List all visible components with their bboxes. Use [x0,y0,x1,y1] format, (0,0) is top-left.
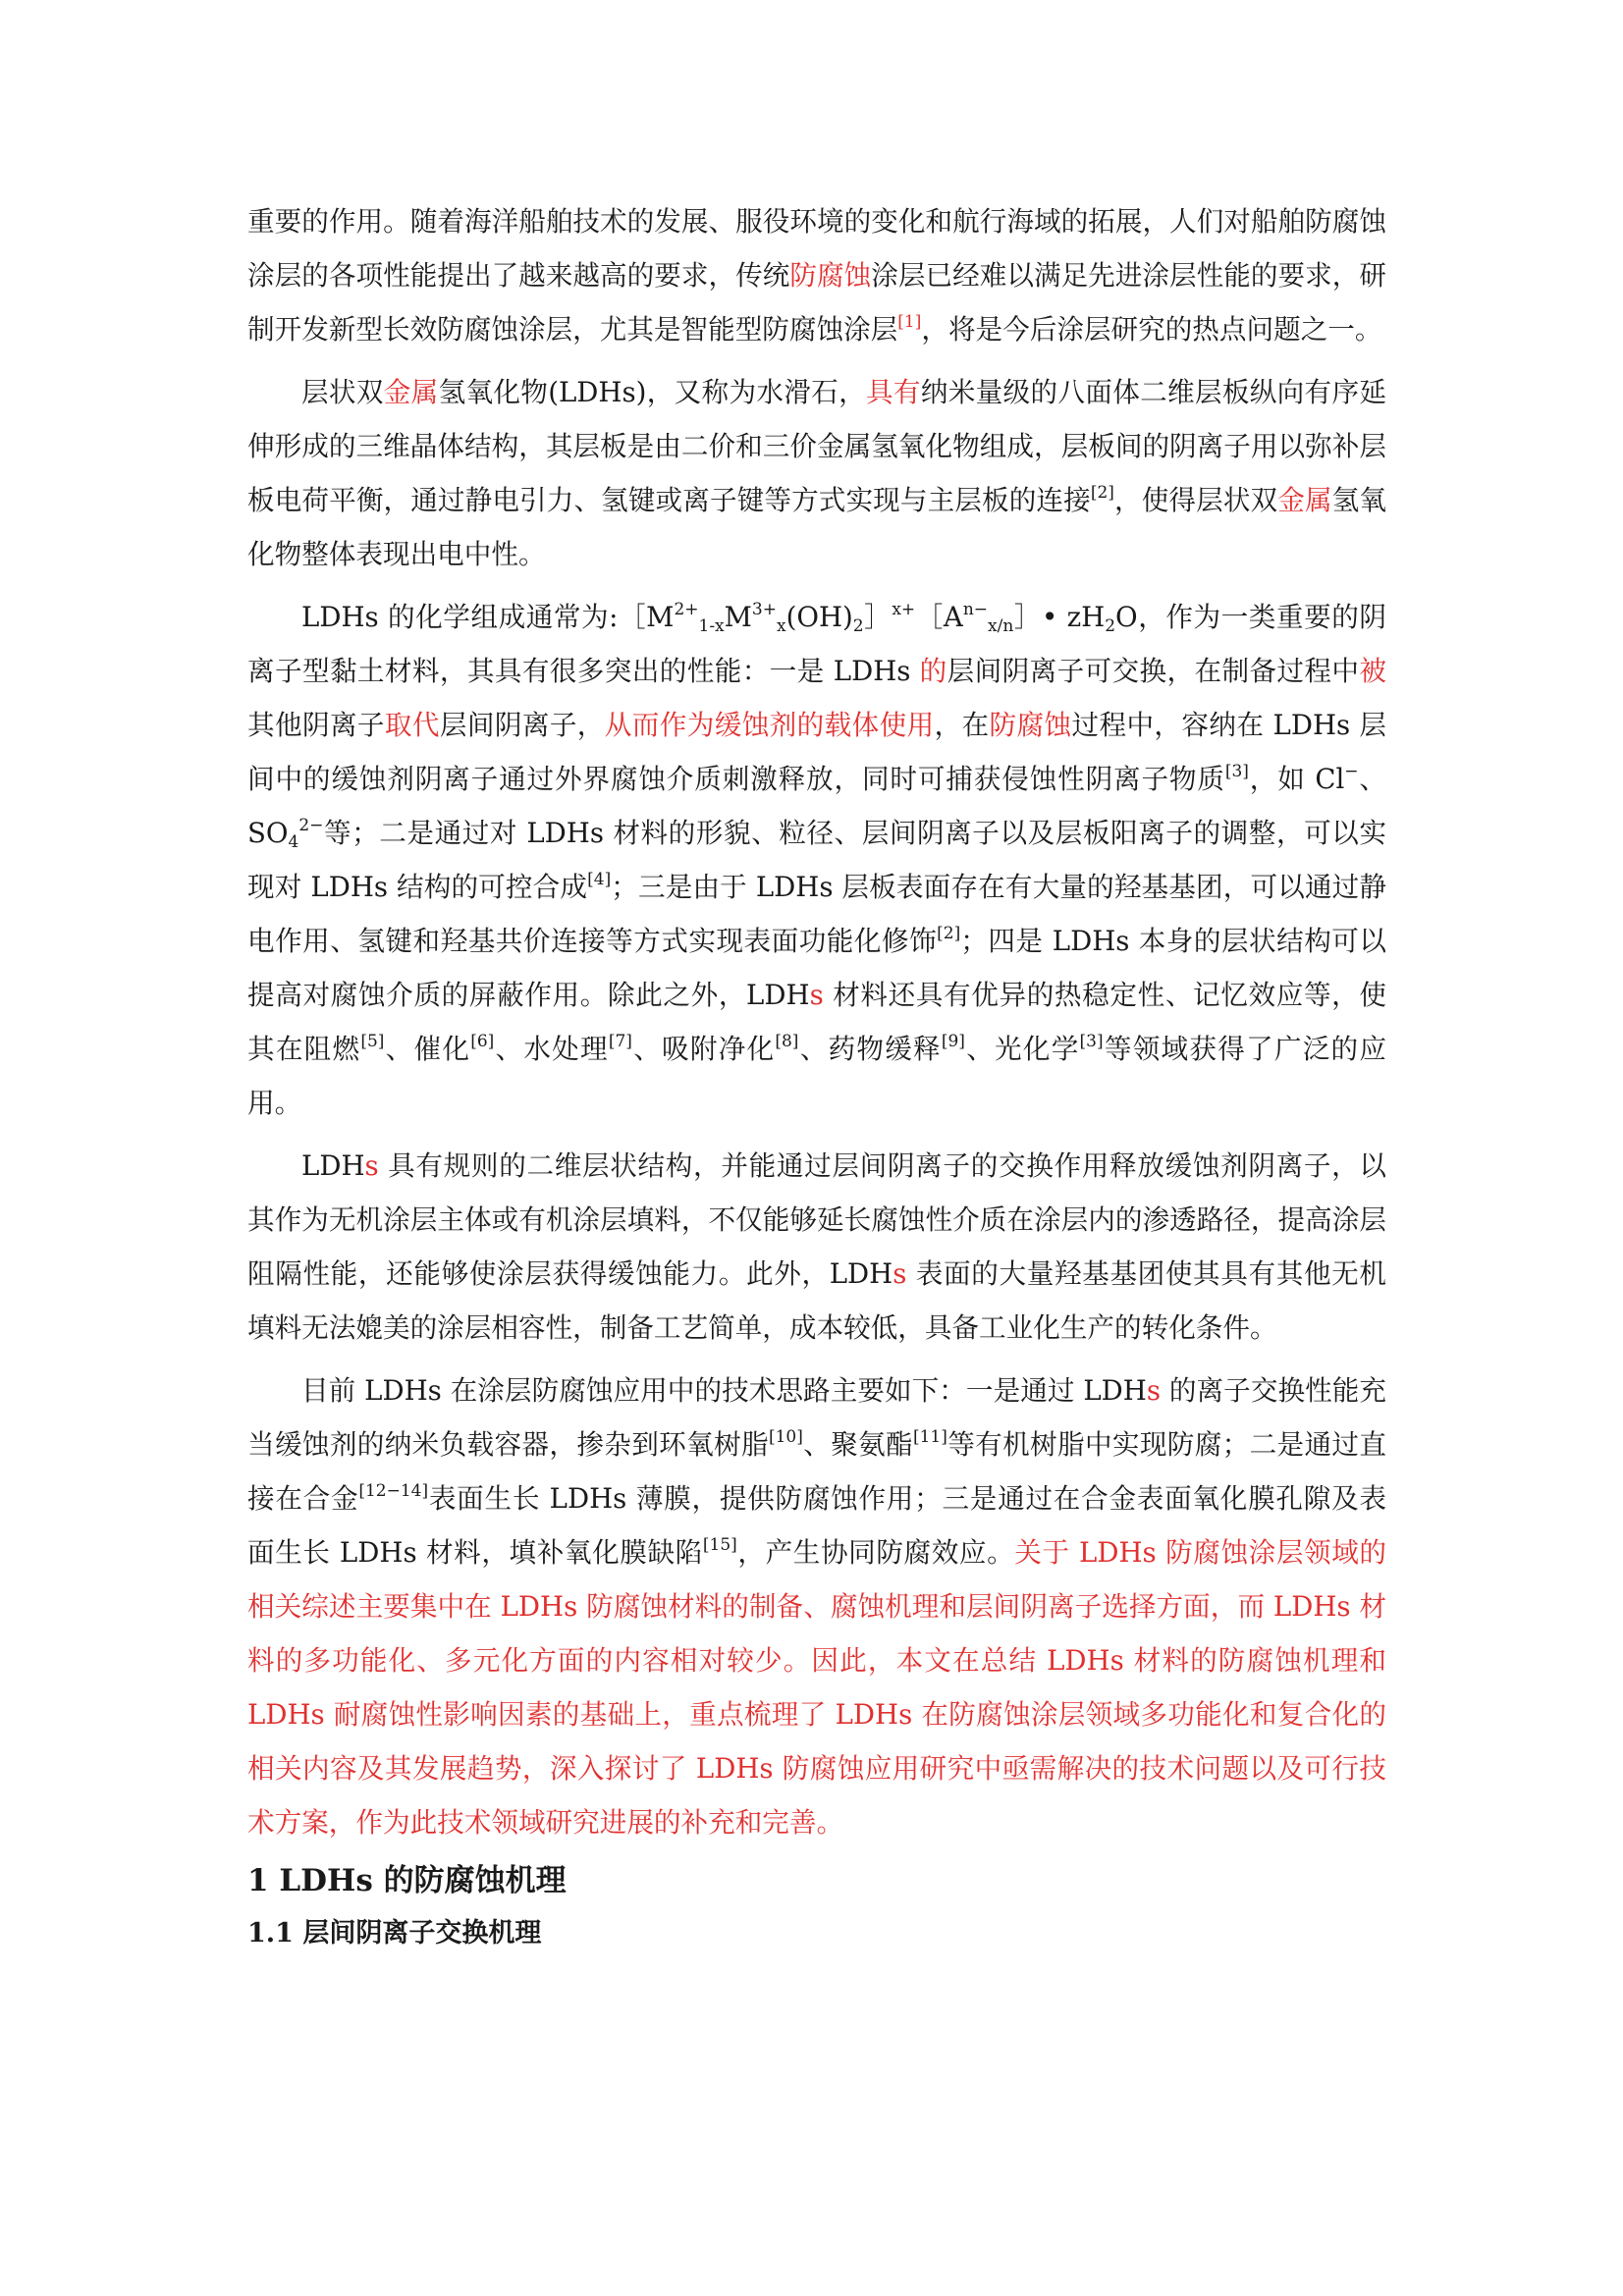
paragraph-ldh-applications: 目前 LDHs 在涂层防腐蚀应用中的技术思路主要如下：一是通过 LDHs 的离子交换性能充当缓蚀剂的纳米负载容器，掺杂到环氧树脂[10]、聚氨酯[11]等有机树脂中实现防腐；二是通过直接在合金[12−14]表面生长 LDHs 薄膜，提供防腐蚀作用；三是通过在合金表面氧化膜孔隙及表面生长 LDHs 材料，填补氧化膜缺陷[15]，产生协同防腐效应。关于 LDHs 防腐蚀涂层领域的相关综述主要集中在 LDHs 防腐蚀材料的制备、腐蚀机理和层间阴离子选择方面，而 LDHs 材料的多功能化、多元化方面的内容相对较少。因此，本文在总结 LDHs 材料的防腐蚀机理和 LDHs 耐腐蚀性影响因素的基础上，重点梳理了 LDHs 在防腐蚀涂层领域多功能化和复合化的相关内容及其发展趋势，深入探讨了 LDHs 防腐蚀应用研究中亟需解决的技术问题以及可行技术方案，作为此技术领域研究进展的补充和完善。 [247,1374,1387,1839]
chemical-formula: LDHs 的化学组成通常为$:[M^{2+}_{1-x}M^{3+}_x(OH)_2]^{x+}[A^{n-}_{x/n}]•$ $zH_2$ [301,600,1116,636]
highlight-text: 具有 [866,376,921,408]
highlight-text: 金属 [1277,484,1332,516]
paragraph-ldh-structure: LDHs 具有规则的二维层状结构，并能通过层间阴离子的交换作用释放缓蚀剂阴离子，以其作为无机涂层主体或有机涂层填料，不仅能够延长腐蚀性介质在涂层内的渗透路径，提高涂层阻隔性能，还能够使涂层获得缓蚀能力。此外，LDHs 表面的大量羟基基团使其具有其他无机填料无法媲美的涂层相容性，制备工艺简单，成本较低，具备工业化生产的转化条件。 [247,1149,1386,1344]
highlight-text: 的 [910,655,947,687]
citation-ref: [4] [587,870,612,889]
citation-ref: [3] [1079,1032,1104,1051]
highlight-text: s [893,1257,907,1290]
citation-ref: [1] [897,312,922,332]
citation-ref: [9] [941,1032,965,1051]
highlight-text: 防腐蚀 [789,259,872,292]
highlight-text: 被 [1359,655,1386,687]
citation-ref: [2] [937,924,961,943]
document-page [247,194,1386,1959]
citation-ref: [15] [702,1535,737,1555]
citation-ref: [10] [768,1427,803,1447]
paragraph-ldh-properties: LDHs 的化学组成通常为$:[M^{2+}_{1-x}M^{3+}_x(OH)_2]^{x+}[A^{n-}_{x/n}]•$ $zH_2O$，作为一类重要的阴离子型黏土材料，其具有很多突出的性能：一是 LDHs 的层间阴离子可交换，在制备过程中被其他阴离子取代层间阴离子，从而作为缓蚀剂的载体使用，在防腐蚀过程中，容纳在 LDHs 层间中的缓蚀剂阴离子通过外界腐蚀介质刺激释放，同时可捕获侵蚀性阴离子物质[3]，如 Cl−、$SO_4^{2-}$等；二是通过对 LDHs 材料的形貌、粒径、层间阴离子以及层板阳离子的调整，可以实现对 LDHs 结构的可控合成[4]；三是由于 LDHs 层板表面存在有大量的羟基基团，可以通过静电作用、氢键和羟基共价连接等方式实现表面功能化修饰[2]；四是 LDHs 本身的层状结构可以提高对腐蚀介质的屏蔽作用。除此之外，LDHs 材料还具有优异的热稳定性、记忆效应等，使其在阻燃[5]、催化[6]、水处理[7]、吸附净化[8]、药物缓释[9]、光化学[3]等领域获得了广泛的应用。 [247,600,1387,1119]
citation-ref: [7] [608,1032,632,1051]
highlight-text: 取代 [384,709,440,741]
citation-ref: [11] [912,1427,947,1447]
section-heading: 1 LDHs 的防腐蚀机理 [247,1863,567,1898]
highlight-text: 防腐蚀 [989,709,1072,741]
highlight-text: s [364,1149,379,1182]
subsection-heading: 1.1 层间阴离子交换机理 [247,1918,542,1949]
highlight-text: 从而作为缓蚀剂的载体使用 [604,709,935,741]
paragraph-ldh-definition: 层状双金属氢氧化物(LDHs)，又称为水滑石，具有纳米量级的八面体二维层板纵向有序延伸形成的三维晶体结构，其层板是由二价和三价金属氢氧化物组成，层板间的阴离子用以弥补层板电荷平衡，通过静电引力、氢键或离子键等方式实现与主层板的连接[2]，使得层状双金属氢氧化物整体表现出电中性。 [247,376,1386,570]
citation-ref: [8] [775,1032,799,1051]
citation-ref: [12−14] [358,1481,429,1501]
highlight-text: s [1146,1374,1162,1407]
highlight-summary: 关于 LDHs 防腐蚀涂层领域的相关综述主要集中在 LDHs 防腐蚀材料的制备、腐蚀机理和层间阴离子选择方面，而 LDHs 材料的多功能化、多元化方面的内容相对较少。因此，本文在总结 LDHs 材料的防腐蚀机理和 LDHs 耐腐蚀性影响因素的基础上，重点梳理了 LDHs 在防腐蚀涂层领域多功能化和复合化的相关内容及其发展趋势，深入探讨了 LDHs 防腐蚀应用研究中亟需解决的技术问题以及可行技术方案，作为此技术领域研究进展的补充和完善。 [247,1536,1386,1839]
highlight-text: 金属 [383,376,439,408]
citation-ref: [2] [1090,483,1114,503]
highlight-text: s [809,979,824,1011]
paragraph-intro-end: 重要的作用。随着海洋船舶技术的发展、服役环境的变化和航行海域的拓展，人们对船舶防腐蚀涂层的各项性能提出了越来越高的要求，传统防腐蚀涂层已经难以满足先进涂层性能的要求，研制开发新型长效防腐蚀涂层，尤其是智能型防腐蚀涂层[1]，将是今后涂层研究的热点问题之一。 [247,205,1386,346]
citation-ref: [5] [360,1032,385,1051]
citation-ref: [3] [1224,762,1249,781]
citation-ref: [6] [470,1032,495,1051]
